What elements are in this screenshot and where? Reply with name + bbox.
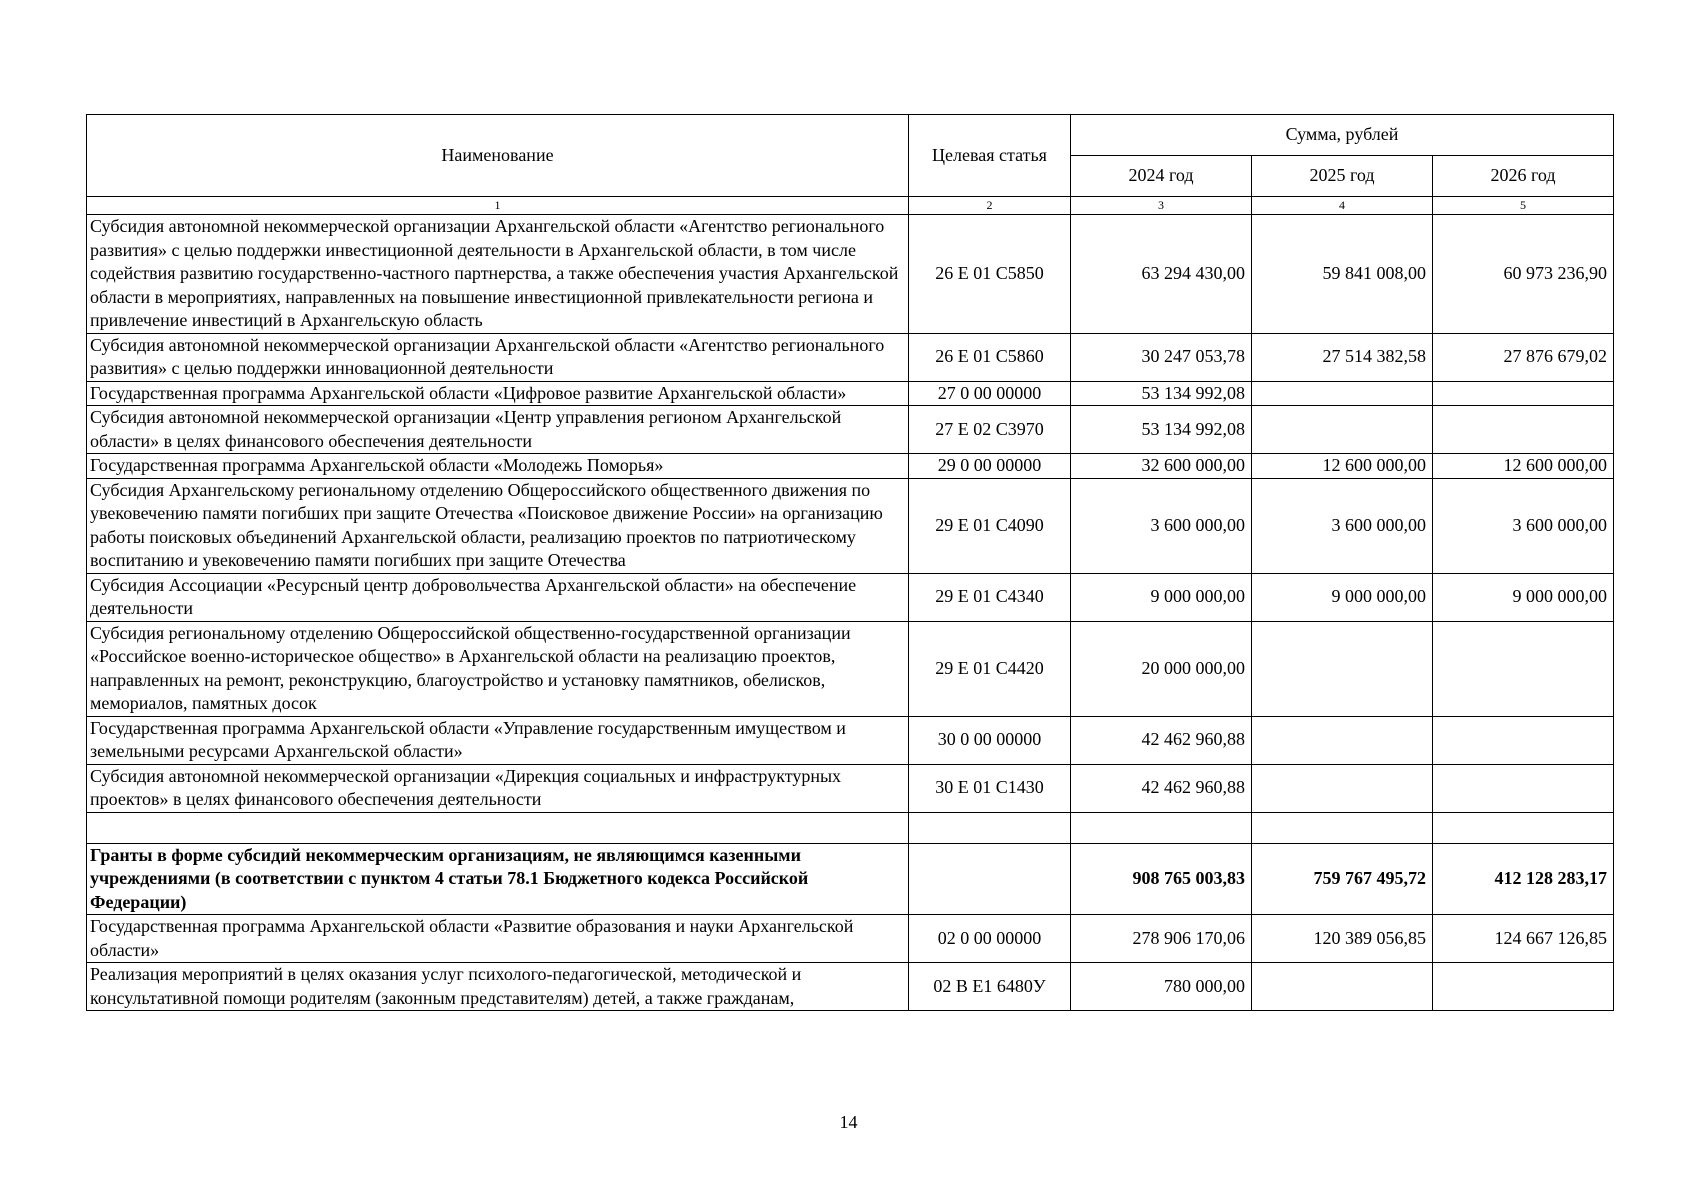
table-row xyxy=(87,381,1614,406)
row-amount-2025 xyxy=(1252,716,1433,764)
row-code: 02 0 00 00000 xyxy=(909,915,1071,963)
row-amount-2025 xyxy=(1252,963,1433,1011)
row-amount-2026: 12 600 000,00 xyxy=(1433,454,1614,479)
table-row xyxy=(87,406,1614,454)
row-amount-2025: 59 841 008,00 xyxy=(1252,215,1433,334)
row-name: Субсидия автономной некоммерческой организации Архангельской области «Агентство регионального развития» с целью поддержки инвестиционной деятельности в Архангельской области, в том числе содействия развитию государственно-частного партнерства, а также обеспечения участия Архангельской области в мероприятиях, направленных на повышение инвестиционной привлекательности региона и привлечение инвестиций в Архангельскую область xyxy=(87,215,909,334)
row-amount-2026 xyxy=(1433,621,1614,716)
row-name: Государственная программа Архангельской области «Управление государственным имуществом и земельными ресурсами Архангельской области» xyxy=(87,716,909,764)
row-code xyxy=(909,843,1071,915)
row-name: Субсидия автономной некоммерческой организации «Центр управления регионом Архангельской области» в целях финансового обеспечения деятельности xyxy=(87,406,909,454)
row-amount-2026: 9 000 000,00 xyxy=(1433,573,1614,621)
table-row xyxy=(87,963,1614,1011)
row-amount-2025: 120 389 056,85 xyxy=(1252,915,1433,963)
header-year-2024: 2024 год xyxy=(1071,156,1252,197)
row-amount-2025 xyxy=(1252,764,1433,812)
row-amount-2024: 9 000 000,00 xyxy=(1071,573,1252,621)
row-amount-2024: 42 462 960,88 xyxy=(1071,716,1252,764)
row-amount-2024: 278 906 170,06 xyxy=(1071,915,1252,963)
column-number: 5 xyxy=(1433,197,1614,215)
row-amount-2026 xyxy=(1433,406,1614,454)
row-amount-2026 xyxy=(1433,812,1614,843)
row-amount-2026 xyxy=(1433,764,1614,812)
row-amount-2025 xyxy=(1252,812,1433,843)
row-name: Субсидия Ассоциации «Ресурсный центр добровольчества Архангельской области» на обеспечение деятельности xyxy=(87,573,909,621)
row-amount-2026: 124 667 126,85 xyxy=(1433,915,1614,963)
row-code: 26 Е 01 С5860 xyxy=(909,333,1071,381)
row-name: Государственная программа Архангельской области «Развитие образования и науки Архангельской области» xyxy=(87,915,909,963)
row-code: 26 Е 01 С5850 xyxy=(909,215,1071,334)
row-code: 30 0 00 00000 xyxy=(909,716,1071,764)
row-amount-2024: 3 600 000,00 xyxy=(1071,478,1252,573)
row-amount-2024: 780 000,00 xyxy=(1071,963,1252,1011)
table-row-total xyxy=(87,843,1614,915)
column-number: 4 xyxy=(1252,197,1433,215)
row-amount-2026 xyxy=(1433,381,1614,406)
row-code: 29 Е 01 С4340 xyxy=(909,573,1071,621)
row-name: Субсидия автономной некоммерческой организации Архангельской области «Агентство регионального развития» с целью поддержки инновационной деятельности xyxy=(87,333,909,381)
row-amount-2024: 30 247 053,78 xyxy=(1071,333,1252,381)
row-amount-2024: 20 000 000,00 xyxy=(1071,621,1252,716)
table-row xyxy=(87,621,1614,716)
table-row xyxy=(87,478,1614,573)
row-code: 27 Е 02 С3970 xyxy=(909,406,1071,454)
header-year-2025: 2025 год xyxy=(1252,156,1433,197)
table-row xyxy=(87,454,1614,479)
row-code: 29 Е 01 С4420 xyxy=(909,621,1071,716)
row-name: Реализация мероприятий в целях оказания услуг психолого-педагогической, методической и консультативной помощи родителям (законным представителям) детей, а также гражданам, xyxy=(87,963,909,1011)
row-code: 02 В Е1 6480У xyxy=(909,963,1071,1011)
row-name: Государственная программа Архангельской области «Цифровое развитие Архангельской области» xyxy=(87,381,909,406)
header-year-2026: 2026 год xyxy=(1433,156,1614,197)
row-amount-2025 xyxy=(1252,621,1433,716)
row-name: Субсидия автономной некоммерческой организации «Дирекция социальных и инфраструктурных проектов» в целях финансового обеспечения деятельности xyxy=(87,764,909,812)
row-amount-2025: 27 514 382,58 xyxy=(1252,333,1433,381)
row-code xyxy=(909,812,1071,843)
header-name: Наименование xyxy=(87,115,909,197)
row-name xyxy=(87,812,909,843)
row-amount-2024: 42 462 960,88 xyxy=(1071,764,1252,812)
row-name: Субсидия Архангельскому региональному отделению Общероссийского общественного движения по увековечению памяти погибших при защите Отечества «Поисковое движение России» на организацию работы поисковых объединений Архангельской области, реализацию проектов по патриотическому воспитанию и увековечению памяти погибших при защите Отечества xyxy=(87,478,909,573)
page-number: 14 xyxy=(839,1112,858,1132)
column-number: 2 xyxy=(909,197,1071,215)
row-amount-2024 xyxy=(1071,812,1252,843)
row-amount-2026 xyxy=(1433,716,1614,764)
row-amount-2026: 27 876 679,02 xyxy=(1433,333,1614,381)
row-amount-2025: 3 600 000,00 xyxy=(1252,478,1433,573)
table-row xyxy=(87,333,1614,381)
row-amount-2026: 3 600 000,00 xyxy=(1433,478,1614,573)
row-amount-2024: 63 294 430,00 xyxy=(1071,215,1252,334)
row-amount-2026 xyxy=(1433,963,1614,1011)
row-amount-2026: 412 128 283,17 xyxy=(1433,843,1614,915)
table-row xyxy=(87,764,1614,812)
row-amount-2024: 32 600 000,00 xyxy=(1071,454,1252,479)
table-row xyxy=(87,716,1614,764)
row-amount-2025: 9 000 000,00 xyxy=(1252,573,1433,621)
row-amount-2024: 53 134 992,08 xyxy=(1071,406,1252,454)
column-number: 3 xyxy=(1071,197,1252,215)
row-amount-2024: 53 134 992,08 xyxy=(1071,381,1252,406)
row-amount-2025 xyxy=(1252,406,1433,454)
budget-table xyxy=(86,114,1614,1011)
table-row xyxy=(87,215,1614,334)
table-row xyxy=(87,915,1614,963)
header-code: Целевая статья xyxy=(909,115,1071,197)
row-amount-2025 xyxy=(1252,381,1433,406)
row-name: Гранты в форме субсидий некоммерческим организациям, не являющимся казенными учреждениями (в соответствии с пунктом 4 статьи 78.1 Бюджетного кодекса Российской Федерации) xyxy=(87,843,909,915)
row-amount-2025: 759 767 495,72 xyxy=(1252,843,1433,915)
column-number: 1 xyxy=(87,197,909,215)
row-code: 30 Е 01 С1430 xyxy=(909,764,1071,812)
header-sum: Сумма, рублей xyxy=(1071,115,1614,156)
row-code: 27 0 00 00000 xyxy=(909,381,1071,406)
row-amount-2026: 60 973 236,90 xyxy=(1433,215,1614,334)
table-row xyxy=(87,573,1614,621)
row-code: 29 0 00 00000 xyxy=(909,454,1071,479)
row-amount-2025: 12 600 000,00 xyxy=(1252,454,1433,479)
row-code: 29 Е 01 С4090 xyxy=(909,478,1071,573)
table-row-empty xyxy=(87,812,1614,843)
row-name: Субсидия региональному отделению Общероссийской общественно-государственной организации «Российское военно-историческое общество» в Архангельской области на реализацию проектов, направленных на ремонт, реконструкцию, благоустройство и установку памятников, обелисков, мемориалов, памятных досок xyxy=(87,621,909,716)
row-amount-2024: 908 765 003,83 xyxy=(1071,843,1252,915)
row-name: Государственная программа Архангельской области «Молодежь Поморья» xyxy=(87,454,909,479)
